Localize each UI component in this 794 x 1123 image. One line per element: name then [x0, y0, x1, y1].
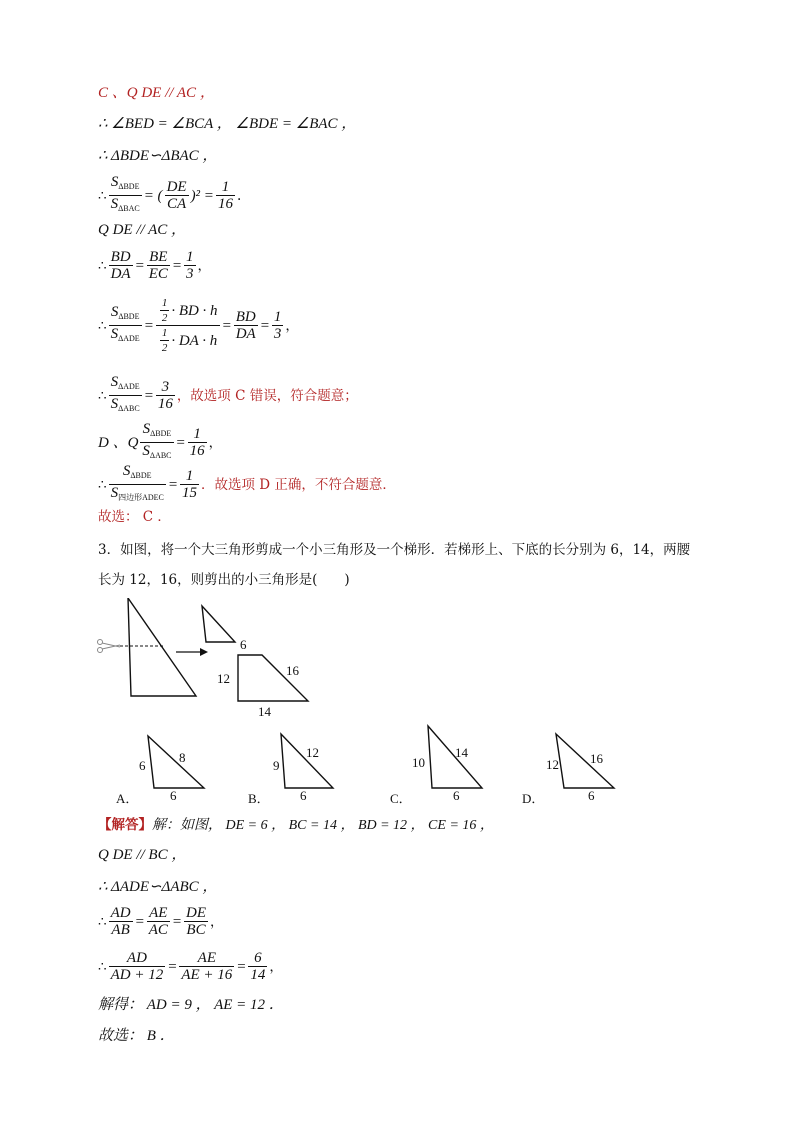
line-similar: ∴ ΔBDE∽ΔBAC ， — [98, 148, 218, 164]
squared-equals: )² = — [190, 187, 214, 204]
answer-line-1: 【解答】解：如图， DE = 6 ， BC = 14 ， BD = 12 ， CE = 16 ， — [98, 817, 494, 833]
equals-paren: = ( — [143, 187, 163, 204]
answer-line-7: 故选： B ． — [98, 1028, 175, 1044]
option-d-slant-label: 16 — [590, 751, 603, 766]
option-b-triangle — [273, 730, 353, 792]
therefore-symbol: ∴ — [98, 187, 107, 204]
trapezoid-bottom-label: 14 — [258, 704, 271, 719]
line-option-d: D 、Q $\frac{S_{\Delta BDE}}{S_{\Delta ABC}}$ = $\frac{1}{16}$ ， — [98, 421, 223, 460]
option-d-bottom-label: 6 — [588, 788, 595, 803]
line-option-c-conclusion: ∴ $\frac{S_{\Delta ADE}}{S_{\Delta ABC}}$ = $\frac{3}{16}$ ，故选项 C 错误，符合题意； — [98, 374, 358, 413]
trapezoid-left-label: 12 — [217, 671, 230, 686]
line-c-parallel: C 、Q DE // AC ， — [98, 85, 215, 101]
option-b-left-label: 9 — [273, 758, 280, 773]
small-triangle — [202, 606, 235, 642]
option-d-left-label: 12 — [546, 757, 559, 772]
answer-line-4: ∴ $\frac{AD}{AB}$ = $\frac{AE}{AC}$ = $\frac{DE}{BC}$ ， — [98, 905, 224, 938]
fraction-1-16: $\frac{1}{16}$ — [217, 179, 233, 212]
option-d-triangle — [550, 730, 620, 792]
cut-triangle-figure — [90, 598, 330, 720]
trapezoid-right-label: 16 — [286, 663, 299, 678]
option-c-letter[interactable]: C． — [390, 791, 412, 806]
option-c-left-label: 10 — [412, 755, 425, 770]
option-a-bottom-label: 6 — [170, 788, 177, 803]
fraction-area: $\frac{S_{\Delta BDE}}{S_{\Delta BAC}}$ — [110, 174, 140, 213]
option-b-letter[interactable]: B． — [248, 791, 270, 806]
big-triangle — [128, 598, 196, 696]
option-d-letter[interactable]: D． — [522, 791, 545, 806]
line-area-ratio: ∴ $\frac{S_{\Delta BDE}}{S_{\Delta BAC}}$ = ( $\frac{DE}{CA}$ )² = $\frac{1}{16}$ . — [98, 174, 241, 217]
trapezoid-top-label: 6 — [240, 637, 247, 652]
option-c-verdict: ，故选项 C 错误，符合题意； — [176, 387, 358, 404]
answer-tag: 【解答】 — [98, 817, 152, 833]
fraction-de-ca: $\frac{DE}{CA}$ — [166, 179, 187, 212]
option-d-verdict: ．故选项 D 正确，不符合题意． — [201, 476, 396, 493]
answer-line-6: 解得： AD = 9 ， AE = 12 ． — [98, 997, 284, 1013]
line-bd-da: ∴ $\frac{BD}{DA}$ = $\frac{BE}{EC}$ = $\frac{1}{3}$ ， — [98, 249, 212, 282]
answer-choice-c: 故选： C ． — [98, 509, 171, 525]
option-c-bottom-label: 6 — [453, 788, 460, 803]
line-angles: ∴ ∠BED = ∠BCA ， ∠BDE = ∠BAC ， — [98, 116, 357, 132]
option-a-triangle — [138, 732, 218, 792]
option-a-letter[interactable]: A． — [116, 791, 139, 806]
answer-line-3: ∴ ΔADE∽ΔABC ， — [98, 879, 218, 895]
line-half-height: ∴ $\frac{S_{\Delta BDE}}{S_{\Delta ADE}}$ = $\frac{1}{2}$ · BD · h $\frac{1}{2}$ · DA · h = $\frac{BD}{DA}$ = $\frac{1}{3}$ ， — [98, 297, 299, 354]
option-b-slant-label: 12 — [306, 745, 319, 760]
option-a-slant-label: 8 — [179, 750, 186, 765]
line-option-d-conclusion: ∴ $\frac{S_{\Delta BDE}}{S_{四边形ADEC}}$ = $\frac{1}{15}$ ．故选项 D 正确，不符合题意． — [98, 463, 396, 502]
line-q-parallel: Q DE // AC ， — [98, 222, 187, 238]
option-c-slant-label: 14 — [455, 745, 468, 760]
question-3-text-line1: 3．如图，将一个大三角形剪成一个小三角形及一个梯形．若梯形上、下底的长分别为 6，14，两腰 — [98, 542, 691, 558]
option-b-bottom-label: 6 — [300, 788, 307, 803]
option-a-left-label: 6 — [139, 758, 146, 773]
answer-line-2: Q DE // BC ， — [98, 847, 187, 863]
scissors-icon — [98, 640, 121, 653]
answer-line-5: ∴ $\frac{AD}{AD + 12}$ = $\frac{AE}{AE + 16}$ = $\frac{6}{14}$ ， — [98, 950, 283, 983]
question-3-text-line2: 长为 12，16，则剪出的小三角形是( ) — [98, 572, 350, 588]
